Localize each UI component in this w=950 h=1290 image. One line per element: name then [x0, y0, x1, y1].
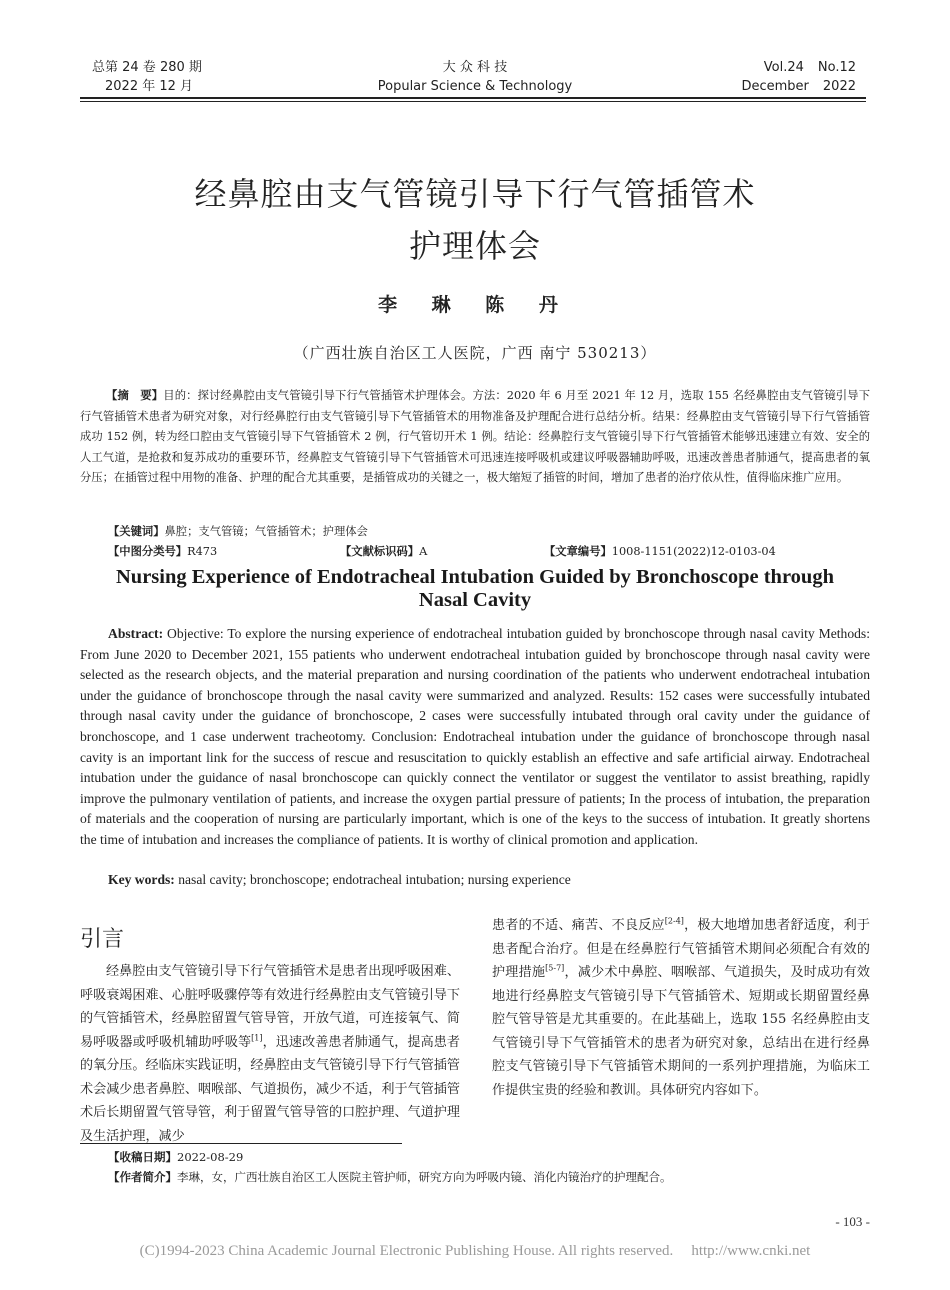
page-number: - 103 - — [835, 1214, 870, 1229]
journal-name-cn: 大 众 科 技 — [442, 60, 508, 75]
affiliation: （广西壮族自治区工人医院，广西 南宁 530213） — [293, 344, 657, 362]
header-issue: 总第 24 卷 280 期 — [92, 60, 202, 75]
author-info-label: 【作者简介】 — [108, 1170, 177, 1184]
cn-keywords-text: 鼻腔；支气管镜；气管插管术；护理体会 — [164, 525, 368, 538]
doc-code-label: 【文献标识码】 — [340, 545, 420, 558]
footnote-author — [108, 1167, 878, 1187]
english-title-line-2: Nasal Cavity — [418, 589, 532, 611]
body-right-text-2: ，极大地增加患者舒适度，利于患者配合治疗。但是在经鼻腔行气管插管术期间必须配合有效的护理措施 — [492, 918, 871, 980]
section-heading-introduction: 引言 — [80, 927, 125, 952]
english-title — [60, 566, 890, 612]
header-date: 2022 年 12 月 — [105, 79, 194, 94]
copyright-line — [0, 1243, 950, 1260]
english-abstract-label: Abstract: — [108, 626, 164, 641]
english-abstract — [80, 624, 870, 851]
citation-5-7[interactable]: [5-7] — [545, 963, 565, 973]
journal-name-en: Popular Science & Technology — [377, 79, 573, 94]
english-keywords-text: nasal cavity; bronchoscope; endotracheal intubation; nursing experience — [174, 872, 571, 887]
header-month: December — [741, 79, 809, 94]
title-line-1: 经鼻腔由支气管镜引导下行气管插管术 — [194, 175, 756, 213]
header-year: 2022 — [822, 79, 856, 94]
copyright-text: (C)1994-2023 China Academic Journal Electronic Publishing House. All rights reserved. — [139, 1243, 674, 1259]
english-keywords-label: Key words: — [108, 872, 175, 887]
citation-1[interactable]: [1] — [251, 1033, 263, 1043]
title-line-2: 护理体会 — [408, 227, 541, 265]
paper-title — [0, 168, 950, 272]
cn-abstract — [80, 386, 870, 489]
received-value: 2022-08-29 — [177, 1150, 244, 1164]
cnki-link[interactable]: http://www.cnki.net — [691, 1243, 811, 1259]
body-left-text-2: ，迅速改善患者肺通气，提高患者的氧分压。经临床实践证明，经鼻腔由支气管镜引导下行气管插管术会减少患者鼻腔、咽喉部、气道损伤，减少不适，利于气管插管术后长期留置气管导管，利于留置气管导管的口腔护理、气道护理及生活护理，减少 — [80, 1034, 461, 1144]
body-right-text-3: ，减少术中鼻腔、咽喉部、气道损失，及时成功有效地进行经鼻腔支气管镜引导下气管插管术、短期或长期留置经鼻腔气管导管是尤其重要的。在此基础上，选取 155 名经鼻腔由支气管镜引导下气管插管术的患者为研究对象，总结出在进行经鼻腔支气管镜引导下气管插管术期间的一系列护理措施，为临床工作提供宝贵的经验和教训。具体研究内容如下。 — [492, 965, 871, 1098]
body-column-right — [492, 914, 870, 1102]
footnote-received — [108, 1147, 243, 1167]
citation-2-4[interactable]: [2-4] — [664, 916, 684, 926]
english-title-line-1: Nursing Experience of Endotracheal Intubation Guided by Bronchoscope through — [116, 566, 834, 588]
received-label: 【收稿日期】 — [108, 1150, 177, 1164]
cn-keywords — [108, 522, 368, 542]
article-no-value: 1008-1151(2022)12-0103-04 — [611, 545, 776, 558]
authors: 李 琳 陈 丹 — [378, 294, 572, 316]
body-left-text-1: 经鼻腔由支气管镜引导下行气管插管术是患者出现呼吸困难、呼吸衰竭困难、心脏呼吸骤停等有效进行经鼻腔由支气管镜引导下的气管插管术，经鼻腔留置气管导管，开放气道，可连接氧气、简易呼吸器或呼吸机辅助呼吸等 — [80, 964, 460, 1050]
header-volume: Vol.24 — [763, 60, 804, 75]
article-no-label: 【文章编号】 — [544, 545, 612, 558]
doc-code-value: A — [419, 545, 428, 558]
cn-abstract-label: 【摘 要】 — [106, 389, 164, 402]
cn-keywords-label: 【关键词】 — [108, 525, 165, 538]
english-abstract-text: Objective: To explore the nursing experience of endotracheal intubation guided by bronchoscope through nasal cavity Methods: From June 2020 to December 2021, 155 patients who underwent endotracheal intubation guided by bronchoscope through nasal cavity were selected as the research objects, and the material preparation and nursing coordination of the patients who underwent endotracheal intubation under the guidance of bronchoscope through the nasal cavity were summarized and analyzed. Results: 152 cases were successfully intubated through nasal cavity under the guidance of bronchoscope, 2 cases were successfully intubated through oral cavity under the guidance of bronchoscope, and 1 case underwent tracheotomy. Conclusion: Endotracheal intubation under the guidance of bronchoscope through nasal cavity is an important link for the success of rescue and resuscitation to quickly establish an effective and safe artificial airway. Endotracheal intubation under the guidance of nasal bronchoscope can quickly connect the ventilator or suggest the ventilator to assist breathing, rapidly improve the pulmonary ventilation of patients, and increase the oxygen partial pressure of patients; In the process of intubation, the preparation of materials and the cooperation of nursing are particularly important, which is one of the keys to the success of intubation. It greatly shortens the time of intubation and increases the compliance of patients. It is worthy of clinical promotion and application. — [80, 626, 870, 847]
clc-label: 【中图分类号】 — [108, 545, 188, 558]
header-number: No.12 — [817, 60, 856, 75]
header-right — [727, 58, 856, 96]
clc-value: R473 — [187, 545, 218, 558]
header-rule-thin — [80, 101, 866, 102]
english-keywords — [108, 872, 571, 888]
body-column-left — [80, 960, 460, 1148]
footnote-rule — [80, 1143, 402, 1144]
header-rule — [80, 97, 866, 99]
body-right-text-1: 患者的不适、痛苦、不良反应 — [492, 918, 665, 933]
author-info-value: 李琳，女，广西壮族自治区工人医院主管护师，研究方向为呼吸内镜、消化内镜治疗的护理配合。 — [177, 1170, 672, 1184]
cn-abstract-text: 目的：探讨经鼻腔由支气管镜引导下行气管插管术护理体会。方法：2020 年 6 月至 2021 年 12 月，选取 155 名经鼻腔由支气管镜引导下行气管插管术患者为研究对象，对行经鼻腔行由支气管镜引导下气管插管术的用物准备及护理配合进行总结分析。结果：经鼻腔由支气管镜引导下行气管插管成功 152 例，转为经口腔由支气管镜引导下气管插管术 2 例，行气管切开术 1 例。结论：经鼻腔行支气管镜引导下行气管插管术能够迅速建立有效、安全的人工气道，是抢救和复苏成功的重要环节，经鼻腔支气管镜引导下气管插管术可迅速连接呼吸机或建议呼吸器辅助呼吸，迅速改善患者肺通气，提高患者的氧分压；在插管过程中用物的准备、护理的配合尤其重要，是插管成功的关键之一，极大缩短了插管的时间，增加了患者的治疗依从性，值得临床推广应用。 — [80, 389, 870, 484]
